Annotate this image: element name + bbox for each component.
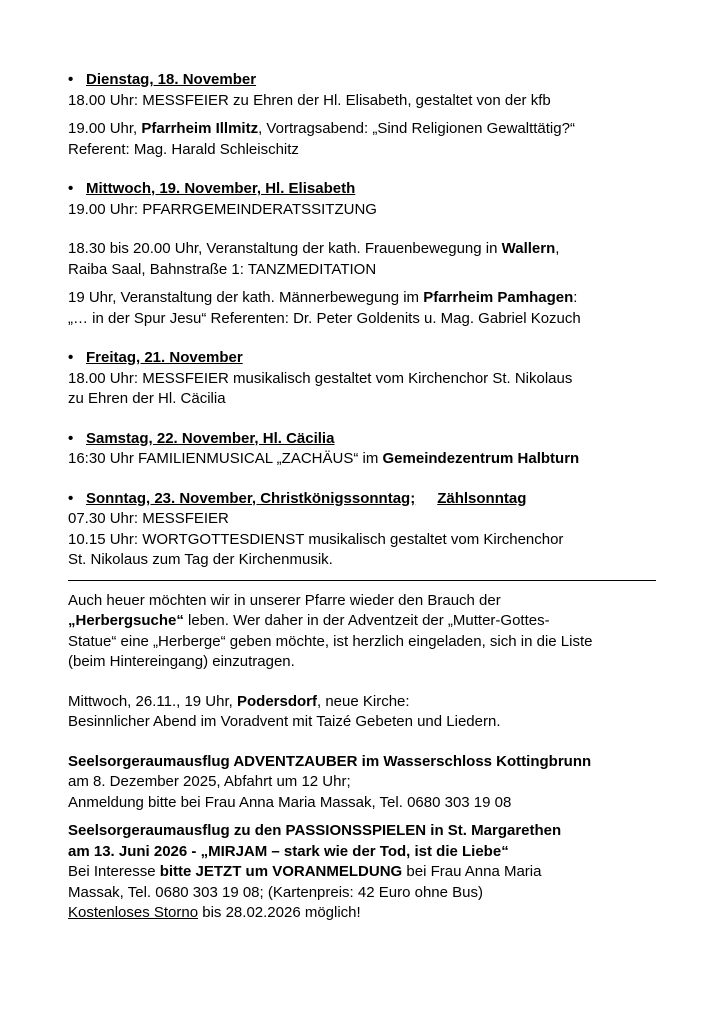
notice-passionsspiele: Kostenloses Storno bis 28.02.2026 möglich! bbox=[68, 904, 361, 921]
entry-tuesday-heading: • Dienstag, 18. November bbox=[68, 70, 668, 91]
entry-sunday-line: 07.30 Uhr: MESSFEIER bbox=[68, 510, 229, 527]
entry-wednesday-line: 18.30 bis 20.00 Uhr, Veranstaltung der kath. Frauenbewegung in Wallern, bbox=[68, 240, 560, 257]
entry-friday-heading: • Freitag, 21. November bbox=[68, 348, 668, 369]
notice-passionsspiele: Bei Interesse bitte JETZT um VORANMELDUNG bei Frau Anna Maria bbox=[68, 863, 542, 880]
notice-adventzauber: am 8. Dezember 2025, Abfahrt um 12 Uhr; bbox=[68, 773, 351, 790]
notice-herbergsuche: (beim Hintereingang) einzutragen. bbox=[68, 653, 295, 670]
bullet-icon: • bbox=[68, 489, 74, 507]
divider bbox=[68, 580, 656, 581]
entry-sunday-line: St. Nikolaus zum Tag der Kirchenmusik. bbox=[68, 551, 333, 568]
notice-passionsspiele: Massak, Tel. 0680 303 19 08; (Kartenpreis: 42 Euro ohne Bus) bbox=[68, 883, 483, 901]
notice-adventzauber-title: Seelsorgeraumausflug ADVENTZAUBER im Wasserschloss Kottingbrunn bbox=[68, 752, 592, 770]
entry-sunday-heading: • Sonntag, 23. November, Christkönigssonntag; Zählsonntag bbox=[68, 489, 668, 510]
entry-wednesday-line: 19.00 Uhr: PFARRGEMEINDERATSSITZUNG bbox=[68, 200, 377, 218]
bullet-icon: • bbox=[68, 349, 74, 366]
notice-herbergsuche: Statue“ eine „Herberge“ geben möchte, ist herzlich eingeladen, sich in die Liste bbox=[68, 632, 593, 650]
document-page bbox=[68, 70, 668, 924]
entry-friday-line: 18.00 Uhr: MESSFEIER musikalisch gestaltet vom Kirchenchor St. Nikolaus bbox=[68, 369, 573, 387]
bullet-icon: • bbox=[68, 180, 74, 197]
notice-adventzauber: Anmeldung bitte bei Frau Anna Maria Massak, Tel. 0680 303 19 08 bbox=[68, 793, 512, 811]
bullet-icon: • bbox=[68, 71, 74, 88]
entry-saturday-heading: • Samstag, 22. November, Hl. Cäcilia bbox=[68, 429, 668, 450]
entry-tuesday-line: Referent: Mag. Harald Schleischitz bbox=[68, 140, 299, 158]
notice-podersdorf: Besinnlicher Abend im Voradvent mit Taizé Gebeten und Liedern. bbox=[68, 713, 501, 730]
notice-passionsspiele-title: am 13. Juni 2026 - „MIRJAM – stark wie der Tod, ist die Liebe“ bbox=[68, 842, 509, 860]
notice-herbergsuche: „Herbergsuche“ leben. Wer daher in der Adventzeit der „Mutter-Gottes- bbox=[68, 612, 550, 629]
entry-wednesday-heading: • Mittwoch, 19. November, Hl. Elisabeth bbox=[68, 179, 668, 200]
entry-tuesday-line: 18.00 Uhr: MESSFEIER zu Ehren der Hl. Elisabeth, gestaltet von der kfb bbox=[68, 91, 551, 109]
entry-tuesday-line: 19.00 Uhr, Pfarrheim Illmitz, Vortragsabend: „Sind Religionen Gewalttätig?“ bbox=[68, 120, 575, 137]
bullet-icon: • bbox=[68, 429, 74, 447]
entry-wednesday-line: „… in der Spur Jesu“ Referenten: Dr. Peter Goldenits u. Mag. Gabriel Kozuch bbox=[68, 309, 581, 327]
entry-saturday-line: 16:30 Uhr FAMILIENMUSICAL „ZACHÄUS“ im Gemeindezentrum Halbturn bbox=[68, 450, 580, 467]
entry-sunday-line: 10.15 Uhr: WORTGOTTESDIENST musikalisch gestaltet vom Kirchenchor bbox=[68, 530, 564, 548]
entry-wednesday-line: 19 Uhr, Veranstaltung der kath. Männerbewegung im Pfarrheim Pamhagen: bbox=[68, 289, 578, 306]
entry-friday-line: zu Ehren der Hl. Cäcilia bbox=[68, 390, 226, 407]
entry-wednesday-line: Raiba Saal, Bahnstraße 1: TANZMEDITATION bbox=[68, 260, 377, 278]
notice-passionsspiele-title: Seelsorgeraumausflug zu den PASSIONSSPIELEN in St. Margarethen bbox=[68, 822, 562, 839]
notice-podersdorf: Mittwoch, 26.11., 19 Uhr, Podersdorf, neue Kirche: bbox=[68, 692, 410, 710]
notice-herbergsuche: Auch heuer möchten wir in unserer Pfarre wieder den Brauch der bbox=[68, 591, 501, 609]
